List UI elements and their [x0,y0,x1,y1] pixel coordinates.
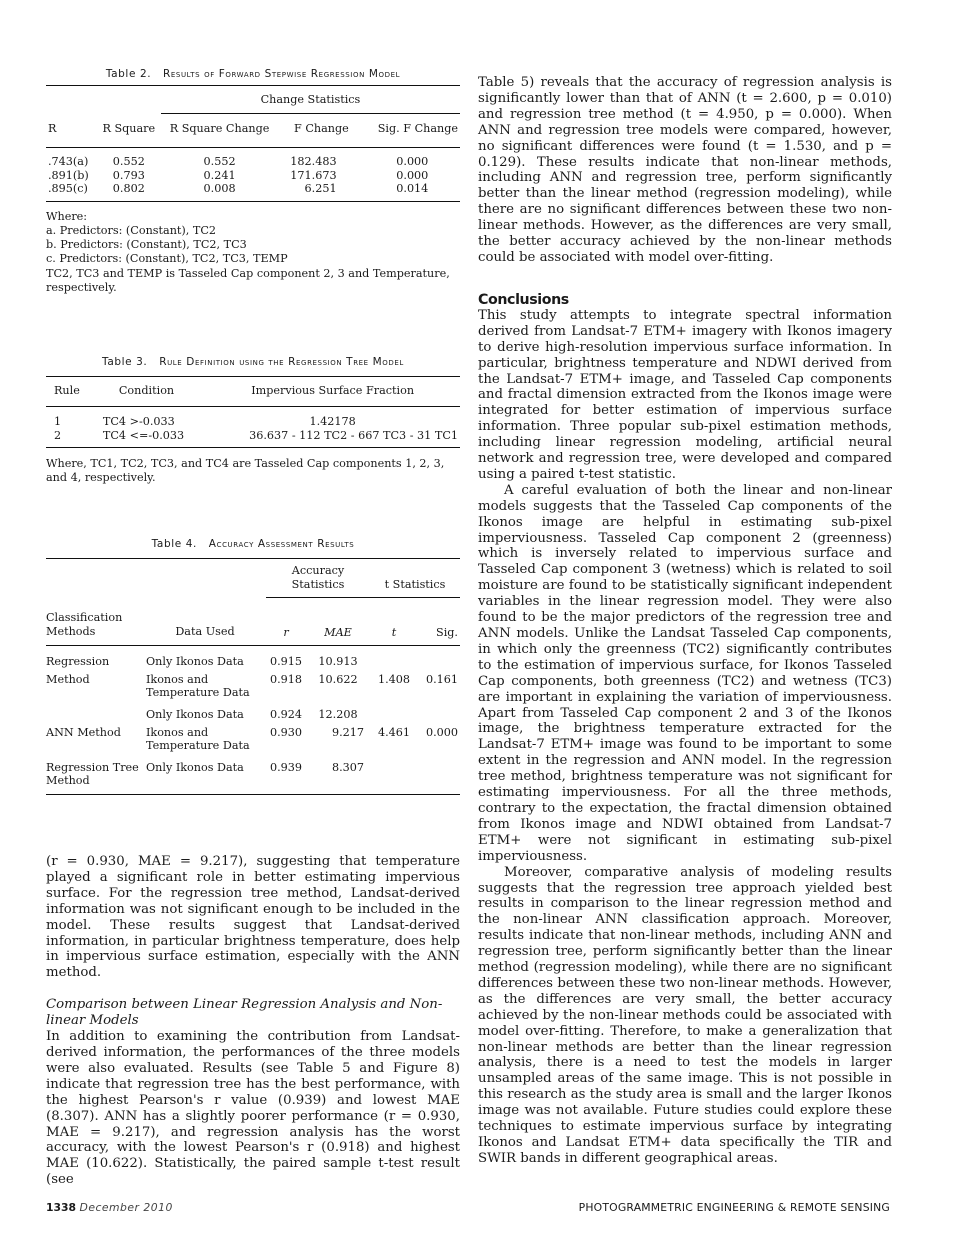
table-row: .891(b) 0.793 0.241 171.673 0.000 [48,168,429,182]
table-3-caption-title: Rule Definition using the Regression Tree Model [159,356,404,368]
page-number: 1338 [46,1201,77,1214]
table-4-header: t [391,625,397,639]
table-4-caption-title: Accuracy Assessment Results [208,538,355,550]
paragraph: A careful evaluation of both the linear and non-linear models suggests that the Tasseled Cap components of the Ikonos image are helpful in estimating sub-pixel imperviousness. Tasseled Cap component 2 (greenness) which is inversely related to impervious surface and Tasseled Cap component 3 (wetness) which is related to soil moisture are found to be statistically significant independent variables in the linear regression model. They were also found to be the major predictors of the regression tree and ANN models. Unlike the Landsat Tasseled Cap components, in which only the greenness (TC2) significantly contributes to the estimation of impervious surface, for Ikonos Tasseled Cap components, both greenness (TC2) and wetness (TC3) are important in explaining the variation of imperviousness. Apart from Tasseled Cap component 2 and 3 of the Ikonos image, the brightness temperature extracted for the Landsat-7 ETM+ image was found to be important to some extent in the regression and ANN model. In the regression tree method, brightness temperature was not significant for estimating imperviousness. For all the three methods, contrary to the expectation, the fractal dimension obtained from Ikonos image and NDWI obtained from Landsat-7 ETM+ were not significant in estimating sub-pixel imperviousness. [478,482,892,864]
table-4-group-t: t Statistics [370,559,460,598]
section-heading: Conclusions [478,291,569,308]
table-2-caption-title: Results of Forward Stepwise Regression Model [163,68,401,80]
table-3-caption [46,356,460,368]
table-row: .895(c) 0.802 0.008 6.251 0.014 [46,182,460,201]
page-footer-left [46,1201,173,1214]
table-2-note: b. Predictors: (Constant), TC2, TC3 [46,238,247,252]
table-3-note: Where, TC1, TC2, TC3, and TC4 are Tasseled Cap components 1, 2, 3, and 4, respectively. [46,457,445,485]
table-row: Method Ikonos and Temperature Data 0.918 10.622 1.408 0.161 [46,672,458,700]
paragraph: (r = 0.930, MAE = 9.217), suggesting that temperature played a significant role in better estimating impervious surface. For the regression tree method, Landsat-derived information was not significant enough to be included in the model. These results suggest that Landsat-derived information, in particular brightness temperature, does help in impervious surface estimation, especially with the ANN method. [46,854,460,981]
table-4-header: Classification Methods [46,611,123,638]
table-2-caption-label: Table 2. [105,68,152,80]
table-4 [46,538,460,795]
left-body [46,854,460,1188]
table-4-grid [46,558,460,795]
table-4-header: Sig. [436,625,458,639]
journal-name: PHOTOGRAMMETRIC ENGINEERING & REMOTE SENSING [578,1201,890,1214]
table-2-note: TC2, TC3 and TEMP is Tasseled Cap component 2, 3 and Temperature, respectively. [46,266,450,294]
issue-date: December 2010 [79,1201,173,1214]
table-2-grid [46,85,460,202]
table-2-header: R Square Change [169,122,270,135]
table-row: 2 TC4 <=-0.033 36.637 - 112 TC2 - 667 TC3 - 31 TC1 [46,429,460,448]
table-3 [46,356,460,486]
table-2-header: R Square [102,121,156,135]
table-2-note: a. Predictors: (Constant), TC2 [46,223,217,237]
subsection-heading: Comparison between Linear Regression Analysis and Non-linear Models [46,997,443,1029]
table-4-group-accuracy: Accuracy Statistics [266,559,370,598]
left-column [46,68,460,1188]
table-2-header: R [48,121,57,135]
table-4-header: Data Used [175,625,235,639]
table-3-caption-label: Table 3. [102,356,148,368]
table-4-header: MAE [324,625,352,639]
table-row: Regression Tree Method Only Ikonos Data 0.939 8.307 [46,761,460,795]
paragraph: This study attempts to integrate spectral information derived from Landsat-7 ETM+ imagery with Ikonos imagery to derive high-resolution impervious surface information. In particular, brightness temperature and NDWI derived from the Landsat-7 ETM+ image, and Tasseled Cap components and fractal dimension extracted from the Ikonos image were integrated for better estimation of impervious surface information. Three popular sub-pixel estimation methods, including linear regression modeling, artificial neural network and regression tree, were developed and compared using a paired t-test statistic. [478,307,892,482]
table-2-note: Where: [46,209,88,223]
table-row: ANN Method Ikonos and Temperature Data 0.930 9.217 4.461 0.000 [46,725,458,753]
table-2-note: c. Predictors: (Constant), TC2, TC3, TEMP [46,252,288,266]
table-3-header: Impervious Surface Fraction [251,384,415,397]
table-2-group-header: Change Statistics [161,86,460,114]
table-2 [46,68,460,304]
table-2-notes [46,210,460,295]
table-3-grid [46,376,460,448]
table-2-header: F Change [294,122,349,135]
paragraph: Table 5) reveals that the accuracy of regression analysis is significantly lower than that of ANN (t = 2.600, p = 0.010) and regression tree method (t = 4.950, p = 0.000). When ANN and regression tree models were compared, however, no significant differences were found (t = 1.530, and p = 0.129). These results indicate that non-linear methods, including ANN and regression tree, perform significantly better than the linear method (regression modeling), while there are no significant differences between these two non-linear methods. However, as the differences are very small, the better accuracy achieved by the non-linear methods could be associated with model over-fitting. [478,75,892,265]
table-row: Only Ikonos Data 0.924 12.208 [146,707,358,721]
paragraph: In addition to examining the contribution from Landsat-derived information, the performances of the three models were also evaluated. Results (see Table 5 and Figure 8) indicate that regression tree has the best performance, with the highest Pearson's r value (0.939) and lowest MAE (8.307). ANN has a slightly poorer performance (r = 0.930, MAE = 9.217), and regression analysis has the worst accuracy, with the lowest Pearson's r (0.918) and highest MAE (10.622). Statistically, the paired sample t-test result (see [46,1029,460,1188]
table-row: 1 TC4 >-0.033 1.42178 [54,415,356,428]
table-3-header: Condition [118,384,175,397]
table-row: .743(a) 0.552 0.552 182.483 0.000 [48,155,429,168]
table-3-header: Rule [54,384,80,397]
table-4-caption-label: Table 4. [151,538,197,550]
right-column [478,75,892,1167]
table-4-caption [46,538,460,550]
table-2-caption [46,68,460,80]
table-2-header: Sig. F Change [377,122,458,135]
paragraph: Moreover, comparative analysis of modeling results suggests that the regression tree approach yielded best results in comparison to the linear regression method and the non-linear ANN classification approach. Moreover, results indicate that non-linear methods, including ANN and regression tree, perform significantly better than the linear method (regression modeling), while there are no significant differences between these two non-linear methods. However, as the differences are very small, the better accuracy achieved by the non-linear methods could be associated with model over-fitting. Therefore, to make a generalization that non-linear methods are better than the linear regression analysis, there is a need to test the models in larger unsampled areas of the same image. This is not possible in this research as the study area is small and the larger Ikonos image was not available. Future studies could explore these techniques to estimate impervious surface by integrating Ikonos and Landsat ETM+ data specifically the TIR and SWIR bands in different geographical areas. [478,864,892,1166]
table-row: Regression Only Ikonos Data 0.915 10.913 [46,655,358,669]
table-4-header: r [283,625,289,639]
